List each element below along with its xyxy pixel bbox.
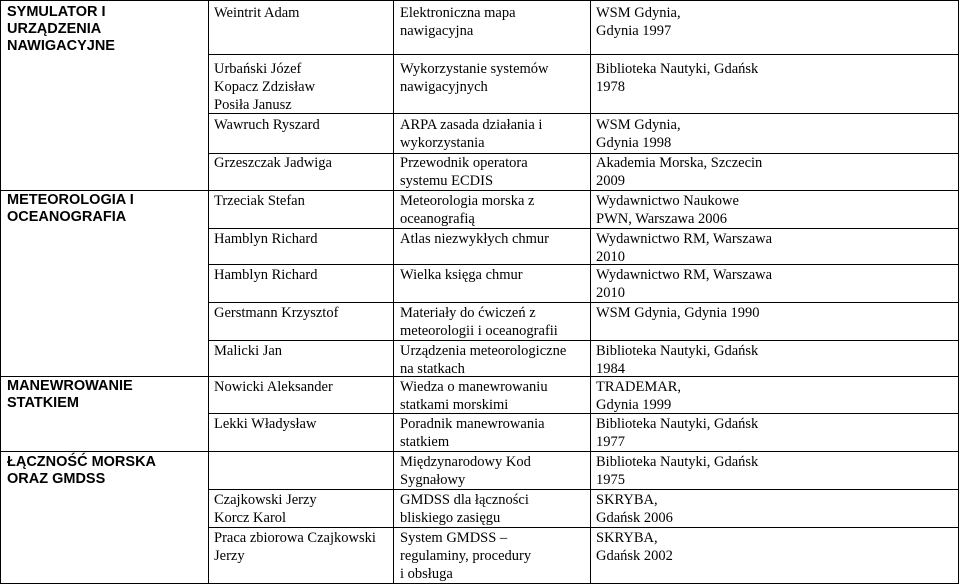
publisher-cell: Biblioteka Nautyki, Gdańsk 1978 [596,61,759,95]
author-cell: Weintrit Adam [214,5,300,21]
publisher-cell: WSM Gdynia, Gdynia 1990 [596,305,760,321]
publisher-cell: Wydawnictwo RM, Warszawa 2010 [596,267,773,301]
publisher-cell: TRADEMAR, Gdynia 1999 [596,379,681,413]
title-cell: System GMDSS – regulaminy, procedury i obsługa [400,530,532,582]
publisher-cell: WSM Gdynia, Gdynia 1998 [596,117,681,151]
category-divider [0,451,959,452]
category-divider [0,190,959,191]
title-cell: Meteorologia morska z oceanografią [400,193,535,227]
row-divider [208,264,959,265]
author-cell: Urbański Józef Kopacz Zdzisław Posiła Janusz [214,61,316,113]
author-cell: Malicki Jan [214,343,283,359]
row-divider [208,413,959,414]
title-cell: Przewodnik operatora systemu ECDIS [400,155,528,189]
publisher-cell: SKRYBA, Gdańsk 2006 [596,492,673,526]
column-divider [590,0,591,584]
title-cell: Wielka księga chmur [400,267,523,283]
row-divider [208,489,959,490]
author-cell: Grzeszczak Jadwiga [214,155,332,171]
publisher-cell: Akademia Morska, Szczecin 2009 [596,155,763,189]
category-symulator: SYMULATOR I URZĄDZENIA NAWIGACYJNE [7,4,115,54]
author-cell: Czajkowski Jerzy Korcz Karol [214,492,317,526]
title-cell: Urządzenia meteorologiczne na statkach [400,343,567,377]
author-cell: Praca zbiorowa Czajkowski Jerzy [214,530,376,564]
publisher-cell: Wydawnictwo RM, Warszawa 2010 [596,231,773,265]
row-divider [208,228,959,229]
publisher-cell: WSM Gdynia, Gdynia 1997 [596,5,681,39]
title-cell: Międzynarodowy Kod Sygnałowy [400,454,531,488]
author-cell: Trzeciak Stefan [214,193,305,209]
category-lacznosc: ŁĄCZNOŚĆ MORSKA ORAZ GMDSS [7,454,157,487]
title-cell: Poradnik manewrowania statkiem [400,416,545,450]
author-cell: Hamblyn Richard [214,231,318,247]
table-border-top [0,0,959,1]
author-cell: Lekki Władysław [214,416,317,432]
author-cell: Nowicki Aleksander [214,379,333,395]
table-border-right [958,0,959,584]
table-border-left [0,0,1,584]
publisher-cell: Biblioteka Nautyki, Gdańsk 1977 [596,416,759,450]
title-cell: Wykorzystanie systemów nawigacyjnych [400,61,549,95]
author-cell: Gerstmann Krzysztof [214,305,339,321]
title-cell: Elektroniczna mapa nawigacyjna [400,5,516,39]
publisher-cell: Biblioteka Nautyki, Gdańsk 1984 [596,343,759,377]
row-divider [208,340,959,341]
title-cell: Atlas niezwykłych chmur [400,231,549,247]
title-cell: GMDSS dla łączności bliskiego zasięgu [400,492,529,526]
title-cell: Wiedza o manewrowaniu statkami morskimi [400,379,548,413]
title-cell: Materiały do ćwiczeń z meteorologii i oceanografii [400,305,558,339]
publisher-cell: Biblioteka Nautyki, Gdańsk 1975 [596,454,759,488]
author-cell: Hamblyn Richard [214,267,318,283]
publisher-cell: Wydawnictwo Naukowe PWN, Warszawa 2006 [596,193,739,227]
row-divider [208,113,959,114]
category-manewrowanie: MANEWROWANIE STATKIEM [7,378,133,411]
row-divider [208,527,959,528]
column-divider [208,0,209,584]
category-meteorologia: METEOROLOGIA I OCEANOGRAFIA [7,192,134,225]
row-divider [208,302,959,303]
row-divider [208,54,959,55]
author-cell: Wawruch Ryszard [214,117,320,133]
title-cell: ARPA zasada działania i wykorzystania [400,117,543,151]
publisher-cell: SKRYBA, Gdańsk 2002 [596,530,673,564]
column-divider [393,0,394,584]
